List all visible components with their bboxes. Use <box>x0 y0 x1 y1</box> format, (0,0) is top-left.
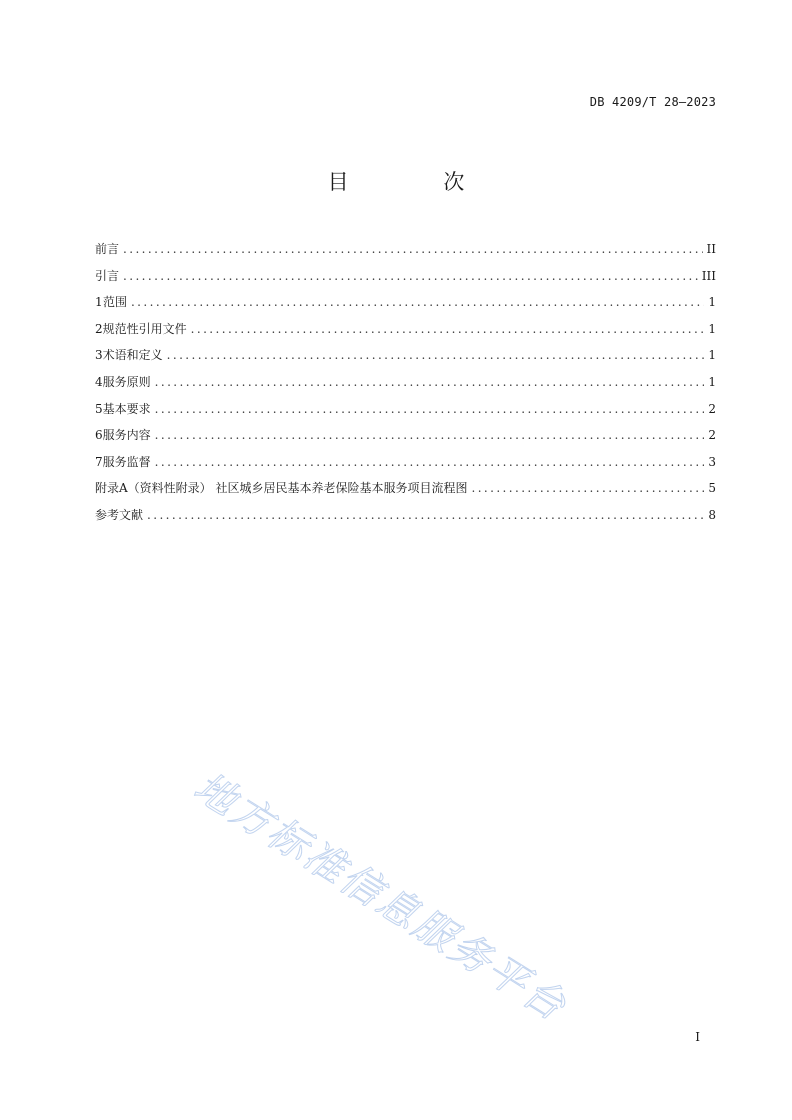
toc-entry-page: 8 <box>708 507 716 522</box>
toc-entry-label: 基本要求 <box>102 401 151 416</box>
document-code: DB 4209/T 28—2023 <box>589 95 716 109</box>
toc-entry-label: 引言 <box>95 268 120 283</box>
toc-entry[interactable] <box>95 289 716 316</box>
toc-entry-page: 1 <box>708 295 716 310</box>
watermark: 地方标准信息服务平台 <box>185 763 575 1031</box>
toc-entry[interactable] <box>95 422 716 449</box>
toc-entry-label: 参考文献 <box>95 507 144 522</box>
dot-leader <box>131 289 704 316</box>
toc-entry-label: 服务原则 <box>102 374 151 389</box>
toc-entry[interactable] <box>95 263 716 290</box>
dot-leader <box>123 263 698 290</box>
toc-entry[interactable] <box>95 342 716 369</box>
dot-leader <box>123 236 703 263</box>
table-of-contents <box>95 236 716 529</box>
toc-entry-number: 6 <box>95 428 103 443</box>
toc-entry-number: 3 <box>95 348 103 363</box>
toc-entry-number: 4 <box>95 374 103 389</box>
toc-entry-page: 2 <box>708 401 716 416</box>
dot-leader <box>147 502 704 529</box>
toc-entry-label: 前言 <box>95 242 120 256</box>
toc-entry-page: 3 <box>708 454 716 469</box>
toc-entry-page: II <box>706 242 716 256</box>
toc-entry[interactable] <box>95 396 716 423</box>
toc-entry[interactable] <box>95 475 716 502</box>
dot-leader <box>155 396 704 423</box>
toc-entry-number: 1 <box>95 295 103 310</box>
toc-entry-page: 1 <box>708 348 716 363</box>
dot-leader <box>167 342 704 369</box>
toc-entry-label: 规范性引用文件 <box>102 321 187 336</box>
page-title: 目 次 <box>327 170 509 194</box>
toc-entry-label: 服务内容 <box>102 428 151 443</box>
toc-entry-page: 2 <box>708 428 716 443</box>
dot-leader <box>191 316 704 343</box>
dot-leader <box>155 422 704 449</box>
dot-leader <box>471 475 704 502</box>
toc-entry-label: 服务监督 <box>102 454 151 469</box>
toc-entry[interactable] <box>95 502 716 529</box>
toc-entry-label: 范围 <box>102 295 127 310</box>
toc-entry-number: 2 <box>95 321 103 336</box>
dot-leader <box>155 369 704 396</box>
toc-entry-number: 5 <box>95 401 103 416</box>
toc-entry-label: 附录A（资料性附录） 社区城乡居民基本养老保险基本服务项目流程图 <box>95 481 468 496</box>
toc-entry-number: 7 <box>95 454 103 469</box>
toc-entry-page: 1 <box>708 321 716 336</box>
toc-entry-page: 1 <box>708 374 716 389</box>
toc-entry[interactable] <box>95 449 716 476</box>
toc-entry-label: 术语和定义 <box>102 348 163 363</box>
dot-leader <box>155 449 704 476</box>
toc-entry[interactable] <box>95 316 716 343</box>
toc-entry-page: III <box>701 268 716 283</box>
page-number: I <box>695 1030 700 1044</box>
toc-entry[interactable] <box>95 236 716 263</box>
toc-entry[interactable] <box>95 369 716 396</box>
toc-entry-page: 5 <box>708 481 716 496</box>
